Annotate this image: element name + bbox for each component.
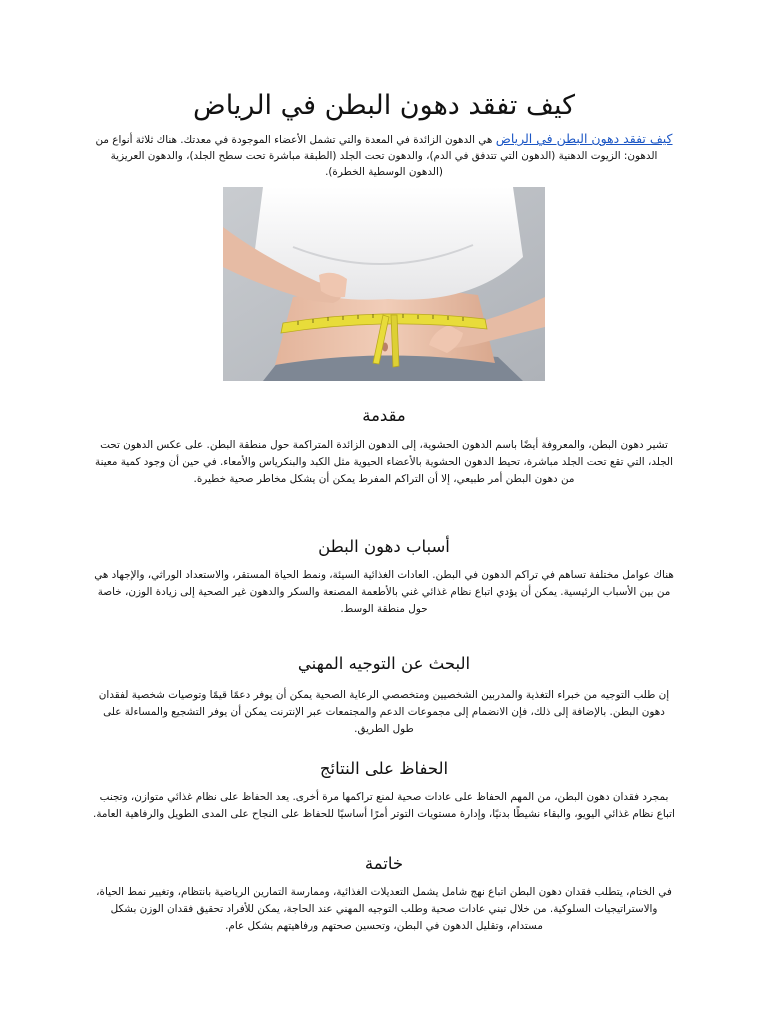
section-text-conclusion: في الختام، يتطلب فقدان دهون البطن اتباع نهج شامل يشمل التعديلات الغذائية، وممارسة التمارين الرياضية بانتظام، وتغيير نمط الحياة، والاستراتيجيات السلوكية. من خلال تبني عادات صحية وطلب التوجيه المهني عند الحاجة، يمكن للأفراد تحقيق فقدان الوزن بشكل مستدام، وتقليل الدهون في البطن، وتحسين صحتهم ورفاهيتهم بشكل عام.	[96, 886, 672, 932]
section-heading-maintaining-results: الحفاظ على النتائج	[319, 759, 449, 778]
section-heading-causes: أسباب دهون البطن	[318, 537, 450, 556]
section-text-causes: هناك عوامل مختلفة تساهم في تراكم الدهون في البطن. العادات الغذائية السيئة، ونمط الحياة المستقر، والاستعداد الوراثي، والإجهاد هي من بين الأسباب الرئيسية. يمكن أن يؤدي اتباع نظام غذائي غني بالأطعمة المصنعة والسكر والدهون غير الصحية إلى زيادة الوزن، خاصة حول منطقة الوسط.	[94, 569, 674, 615]
intro-paragraph	[92, 131, 676, 180]
intro-link[interactable]: كيف تفقد دهون البطن في الرياض	[495, 131, 673, 146]
page-title: كيف تفقد دهون البطن في الرياض	[193, 90, 575, 121]
section-text-maintaining-results: بمجرد فقدان دهون البطن، من المهم الحفاظ على عادات صحية لمنع تراكمها مرة أخرى. يعد الحفاظ على نظام غذائي متوازن، وتجنب اتباع نظام غذائي اليويو، والبقاء نشيطًا بدنيًا، وإدارة مستويات التوتر أمرًا أساسيًا للحفاظ على النجاح على المدى الطويل والرفاهية العامة.	[93, 791, 675, 820]
article-image	[223, 187, 545, 381]
section-text-introduction: تشير دهون البطن، والمعروفة أيضًا باسم الدهون الحشوية، إلى الدهون الزائدة المتراكمة حول منطقة البطن. على عكس الدهون تحت الجلد، التي تقع تحت الجلد مباشرة، تحيط الدهون الحشوية بالأعضاء الحيوية مثل الكبد والبنكرياس والأمعاء. في حين أن وجود كمية معينة من دهون البطن أمر طبيعي، إلا أن التراكم المفرط يمكن أن يشكل مخاطر صحية خطيرة.	[95, 439, 673, 485]
intro-text: هي الدهون الزائدة في المعدة والتي تشمل الأعضاء الموجودة في معدتك. هناك ثلاثة أنواع من الدهون: الزيوت الدهنية (الدهون التي تتدفق في الدم)، والدهون تحت الجلد (الطبقة مباشرة تحت سطح الجلد)، والدهون العريزية (الدهون الوسطية الخطرة).	[95, 134, 658, 178]
document-page	[92, 0, 676, 1024]
section-heading-professional-guidance: البحث عن التوجيه المهني	[297, 654, 471, 673]
section-text-professional-guidance: إن طلب التوجيه من خبراء التغذية والمدربين الشخصيين ومتخصصي الرعاية الصحية يمكن أن يوفر دعمًا قيمًا وتوصيات شخصية لفقدان دهون البطن. بالإضافة إلى ذلك، فإن الانضمام إلى مجموعات الدعم والمجتمعات عبر الإنترنت يمكن أن يوفر التشجيع والمساءلة على طول الطريق.	[98, 689, 670, 735]
section-heading-conclusion: خاتمة	[364, 854, 404, 873]
section-heading-introduction: مقدمة	[362, 406, 406, 425]
